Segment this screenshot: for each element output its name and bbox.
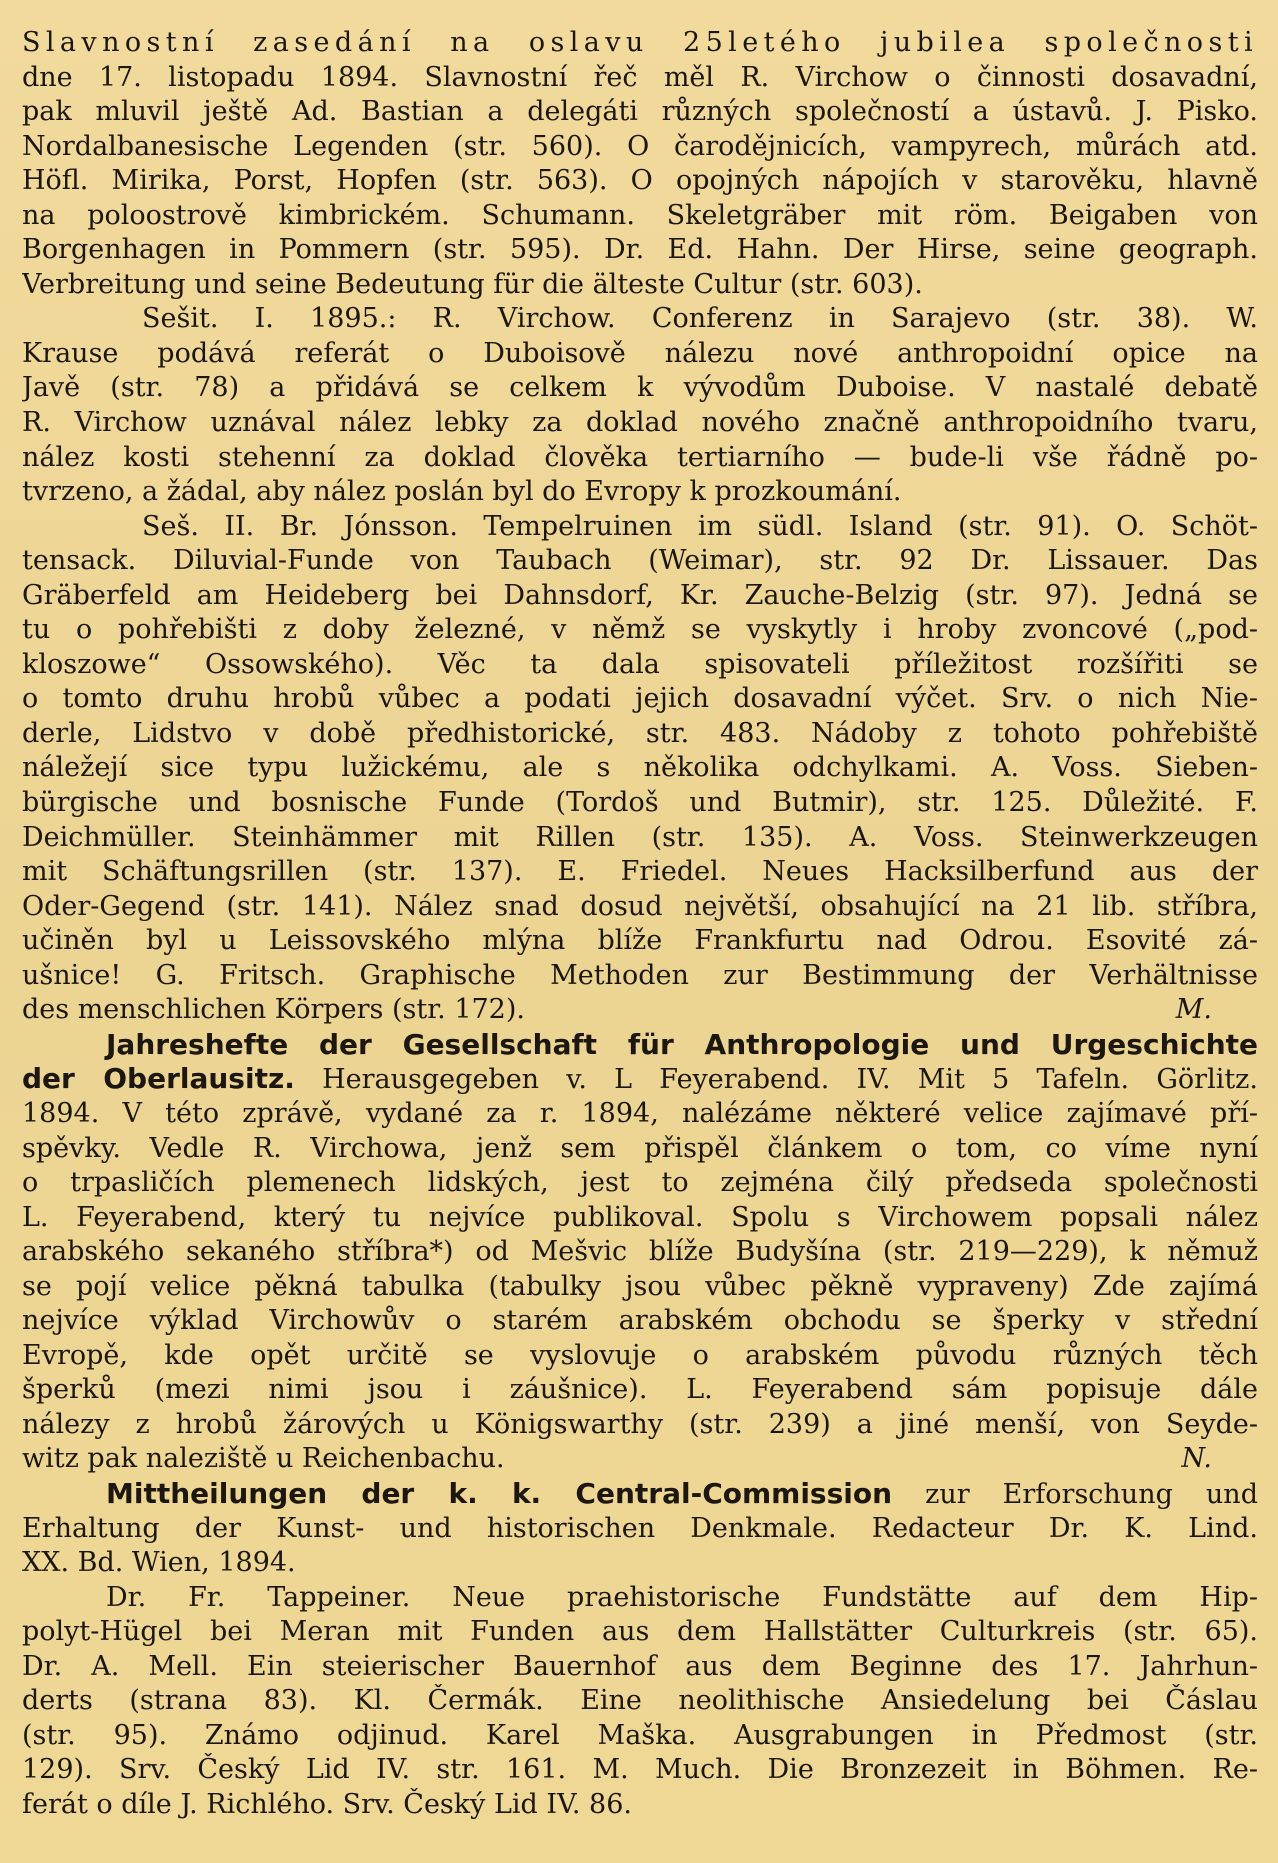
- text-line: ušnice! G. Fritsch. Graphische Methoden zur Bestimmung der Verhältnisse: [22, 959, 1258, 991]
- text-line: Dr. Fr. Tappeiner. Neue praehistorische Fundstätte auf dem Hip-: [106, 1581, 1258, 1613]
- text-line: o trpasličích plemenech lidských, jest to zejména čilý předseda společnosti: [22, 1167, 1258, 1199]
- text-line: polyt-Hügel bei Meran mit Funden aus dem Hallstätter Culturkreis (str. 65).: [22, 1616, 1258, 1648]
- text-line: Sešit. I. 1895.: R. Virchow. Conferenz in Sarajevo (str. 38). W.: [142, 303, 1258, 335]
- text-line-content: Herausgegeben v. L Feyerabend. IV. Mit 5 Tafeln. Görlitz.: [322, 1064, 1258, 1096]
- text-line: se pojí velice pěkná tabulka (tabulky jsou vůbec pěkně vypraveny) Zde zajímá: [22, 1270, 1258, 1302]
- text-line: tvrzeno, a žádal, aby nález poslán byl do Evropy k prozkoumání.: [22, 476, 902, 508]
- text-line: Seš. II. Br. Jónsson. Tempelruinen im südl. Island (str. 91). O. Schöt-: [142, 510, 1258, 542]
- text-line-content: des menschlichen Körpers (str. 172).: [22, 994, 525, 1026]
- text-line: Dr. A. Mell. Ein steierischer Bauernhof aus dem Beginne des 17. Jahrhun-: [22, 1650, 1258, 1682]
- text-line: [22, 1477, 1258, 1512]
- text-line: Deichmüller. Steinhämmer mit Rillen (str. 135). A. Voss. Steinwerkzeugen: [22, 821, 1258, 853]
- text-line: ferát o díle J. Richlého. Srv. Český Lid IV. 86.: [22, 1788, 632, 1820]
- text-line: tensack. Diluvial-Funde von Taubach (Weimar), str. 92 Dr. Lissauer. Das: [22, 545, 1258, 577]
- text-line: tu o pohřebišti z doby železné, v němž se vyskytly i hroby zvoncové („pod-: [22, 614, 1258, 646]
- text-line: šperků (mezi nimi jsou i záušnice). L. Feyerabend sám popisuje dále: [22, 1374, 1258, 1406]
- text-line: (str. 95). Známo odjinud. Karel Maška. Ausgrabungen in Předmost (str.: [22, 1719, 1258, 1751]
- text-line: Erhaltung der Kunst- und historischen Denkmale. Redacteur Dr. K. Lind.: [22, 1512, 1258, 1544]
- text-line: Krause podává referát o Duboisově nálezu nové anthropoidní opice na: [22, 337, 1258, 369]
- text-line-content: zur Erforschung und: [925, 1478, 1258, 1510]
- text-line: R. Virchow uznával nález lebky za doklad nového značně anthropoidního tvaru,: [22, 407, 1258, 439]
- text-line: Oder-Gegend (str. 141). Nález snad dosud největší, obsahující na 21 lib. stříbra,: [22, 890, 1258, 922]
- text-line: arabského sekaného stříbra*) od Mešvic blíže Budyšína (str. 219—229), k němuž: [22, 1236, 1258, 1268]
- text-line: spěvky. Vedle R. Virchowa, jenž sem přispěl článkem o tom, co víme nyní: [22, 1132, 1258, 1164]
- text-line: náležejí sice typu lužickému, ale s několika odchylkami. A. Voss. Sieben-: [22, 752, 1258, 784]
- text-line: [22, 993, 1258, 1028]
- section-heading: Jahreshefte der Gesellschaft für Anthropologie und Urgeschichte: [106, 1027, 1258, 1061]
- text-line: derts (strana 83). Kl. Čermák. Eine neolithische Ansiedelung bei Čáslau: [22, 1685, 1258, 1717]
- text-line: XX. Bd. Wien, 1894.: [22, 1547, 296, 1579]
- text-line: učiněn byl u Leissovského mlýna blíže Frankfurtu nad Odrou. Esovité zá-: [22, 925, 1258, 957]
- text-line: kloszowe“ Ossowského). Věc ta dala spisovateli příležitost rozšířiti se: [22, 648, 1258, 680]
- text-line: bürgische und bosnische Funde (Tordoš und Butmir), str. 125. Důležité. F.: [22, 787, 1258, 819]
- text-line: o tomto druhu hrobů vůbec a podati jejich dosavadní výčet. Srv. o nich Nie-: [22, 683, 1258, 715]
- signature-initial: N.: [1181, 1443, 1212, 1475]
- text-line: derle, Lidstvo v době předhistorické, str. 483. Nádoby z tohoto pohřebiště: [22, 717, 1258, 749]
- text-line-content: witz pak naleziště u Reichenbachu.: [22, 1443, 505, 1475]
- section-heading: Mittheilungen der k. k. Central-Commission: [106, 1476, 893, 1510]
- text-line: mit Schäftungsrillen (str. 137). E. Friedel. Neues Hacksilberfund aus der: [22, 856, 1258, 888]
- text-line: Gräberfeld am Heideberg bei Dahnsdorf, Kr. Zauche-Belzig (str. 97). Jedná se: [22, 579, 1258, 611]
- text-line: [22, 1062, 1258, 1097]
- text-line: Javě (str. 78) a přidává se celkem k vývodům Duboise. V nastalé debatě: [22, 372, 1258, 404]
- text-line: nálezy z hrobů žárových u Königswarthy (str. 239) a jiné menší, von Seyde-: [22, 1408, 1258, 1440]
- text-line: nález kosti stehenní za doklad člověka tertiarního — bude-li vše řádně po-: [22, 441, 1258, 473]
- text-line: dne 17. listopadu 1894. Slavnostní řeč měl R. Virchow o činnosti dosavadní,: [22, 61, 1258, 93]
- text-line: L. Feyerabend, který tu nejvíce publikoval. Spolu s Virchowem popsali nález: [22, 1201, 1258, 1233]
- signature-initial: M.: [1175, 994, 1212, 1026]
- text-line: Evropě, kde opět určitě se vyslovuje o arabském původu různých těch: [22, 1339, 1258, 1371]
- text-line: Höfl. Mirika, Porst, Hopfen (str. 563). O opojných nápojích v starověku, hlavně: [22, 165, 1258, 197]
- text-line: pak mluvil ještě Ad. Bastian a delegáti různých společností a ústavů. J. Pisko.: [22, 96, 1258, 128]
- text-line: Borgenhagen in Pommern (str. 595). Dr. Ed. Hahn. Der Hirse, seine geograph.: [22, 234, 1258, 266]
- text-line: 1894. V této zprávě, vydané za r. 1894, nalézáme některé velice zajímavé pří-: [22, 1097, 1258, 1129]
- text-line: Slavnostní zasedání na oslavu 25letého jubilea společnosti: [22, 27, 1258, 58]
- text-line: na poloostrově kimbrickém. Schumann. Skeletgräber mit röm. Beigaben von: [22, 199, 1258, 231]
- text-line: 129). Srv. Český Lid IV. str. 161. M. Much. Die Bronzezeit in Böhmen. Re-: [22, 1754, 1258, 1786]
- text-line: Nordalbanesische Legenden (str. 560). O čarodějnicích, vampyrech, můrách atd.: [22, 130, 1258, 162]
- text-line: nejvíce výklad Virchowův o starém arabském obchodu se šperky v střední: [22, 1305, 1258, 1337]
- text-line: Verbreitung und seine Bedeutung für die älteste Cultur (str. 603).: [22, 268, 923, 300]
- section-heading-continued: der Oberlausitz.: [22, 1062, 295, 1096]
- text-line: [22, 1442, 1258, 1477]
